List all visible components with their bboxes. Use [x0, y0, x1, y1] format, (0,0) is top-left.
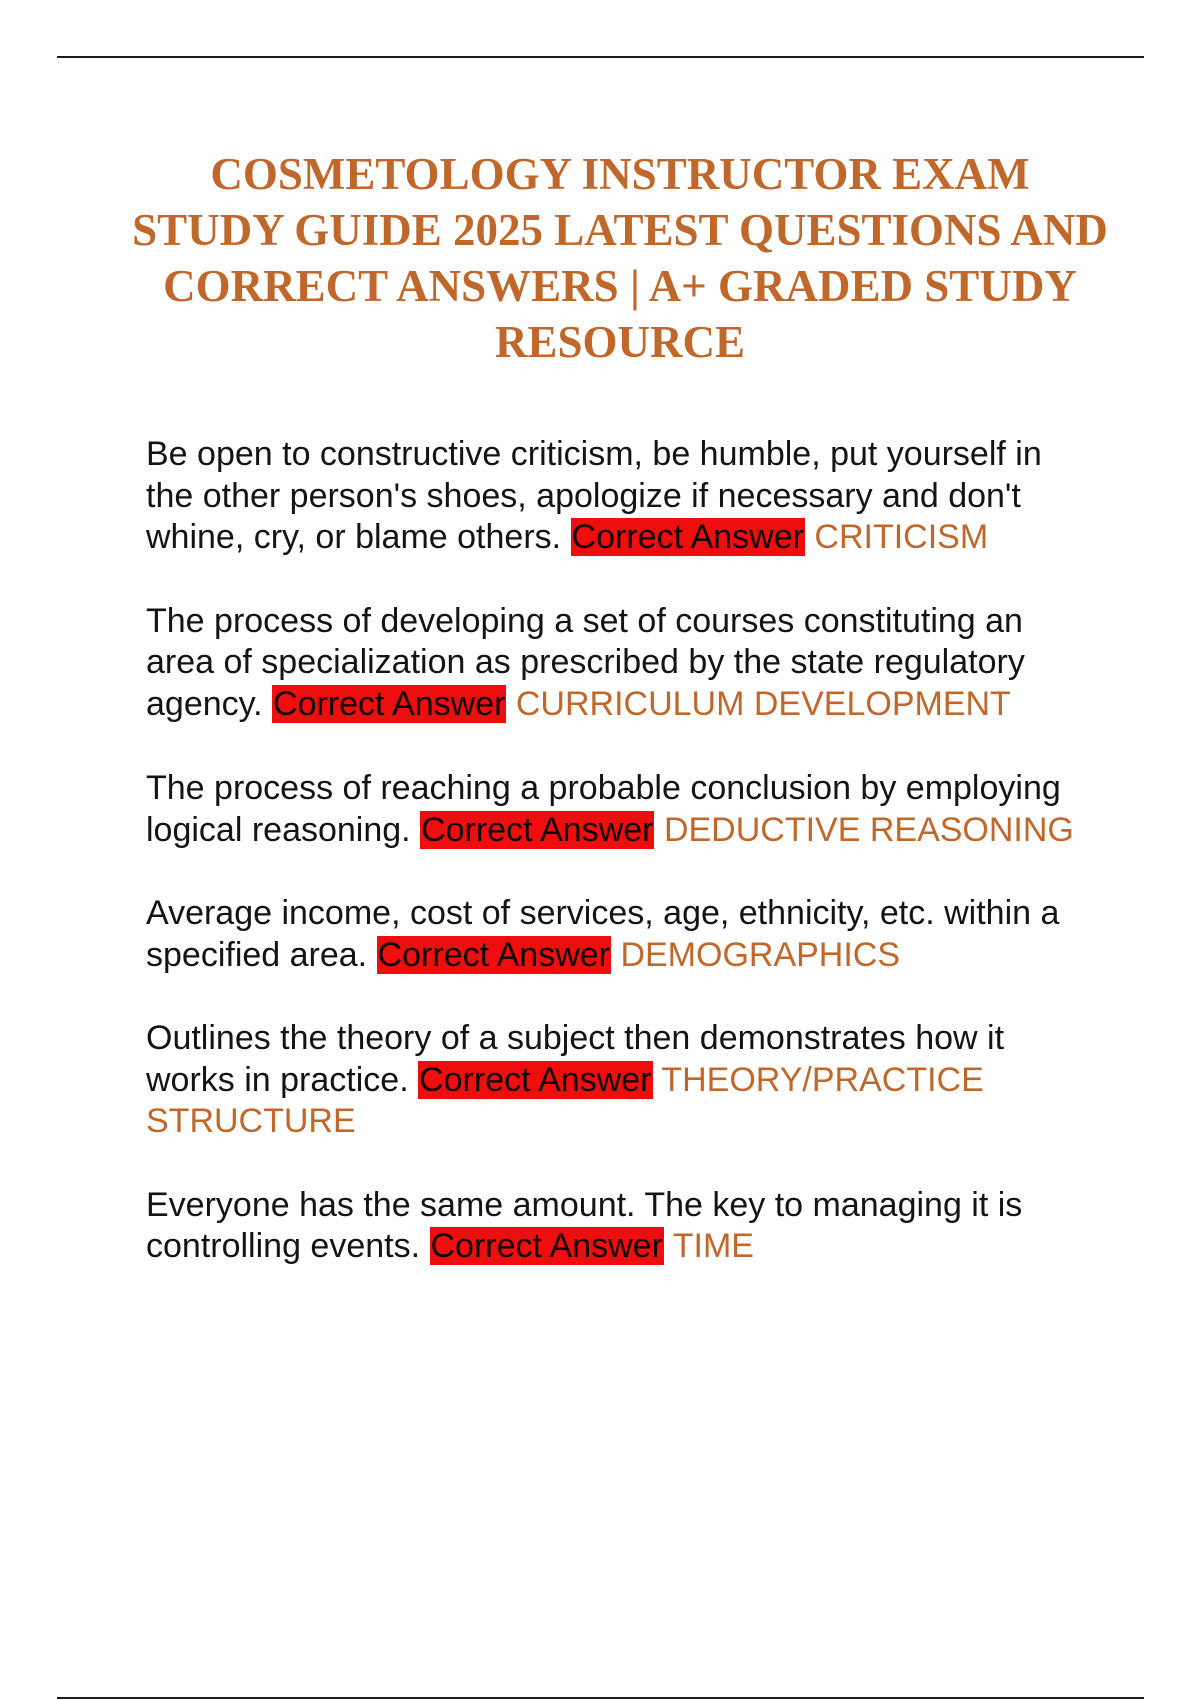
correct-answer-marker: Correct Answer [571, 518, 804, 556]
bottom-rule [57, 1697, 1144, 1699]
qa-list [146, 434, 1096, 1310]
correct-answer-marker: Correct Answer [419, 1060, 652, 1099]
question-text: Outlines the theory of a subject then demonstrates how it works in practice. [146, 1019, 1005, 1099]
correct-answer-marker: Correct Answer [273, 684, 506, 723]
qa-item [146, 434, 1096, 559]
top-rule [57, 56, 1144, 58]
qa-item [146, 893, 1096, 976]
correct-answer-marker: Correct Answer [421, 810, 654, 849]
question-text: The process of developing a set of courses constituting an area of specialization as prescribed by the state regulatory agency. [146, 601, 1025, 723]
answer-text: DEDUCTIVE REASONING [663, 810, 1074, 849]
answer-text: CRITICISM [814, 518, 989, 556]
question-text: Be open to constructive criticism, be humble, put yourself in the other person's shoes, apologize if necessary and don't whine, cry, or blame others. [146, 435, 1042, 556]
correct-answer-marker: Correct Answer [430, 1227, 663, 1265]
answer-text: TIME [672, 1227, 754, 1265]
correct-answer-marker: Correct Answer [377, 935, 610, 974]
question-text: The process of reaching a probable conclusion by employing logical reasoning. [146, 769, 1061, 849]
answer-text: DEMOGRAPHICS [620, 935, 901, 974]
question-text: Average income, cost of services, age, ethnicity, etc. within a specified area. [146, 894, 1060, 974]
qa-item [146, 1185, 1096, 1268]
answer-text: CURRICULUM DEVELOPMENT [515, 684, 1011, 723]
qa-item [146, 768, 1096, 851]
answer-text: THEORY/PRACTICE STRUCTURE [146, 1060, 984, 1140]
question-text: Everyone has the same amount. The key to managing it is controlling events. [146, 1185, 1023, 1265]
document-title: COSMETOLOGY INSTRUCTOR EXAM STUDY GUIDE 2025 LATEST QUESTIONS AND CORRECT ANSWERS | A+ GRADED STUDY RESOURCE [132, 149, 1108, 367]
qa-item [146, 601, 1096, 726]
qa-item [146, 1018, 1096, 1143]
